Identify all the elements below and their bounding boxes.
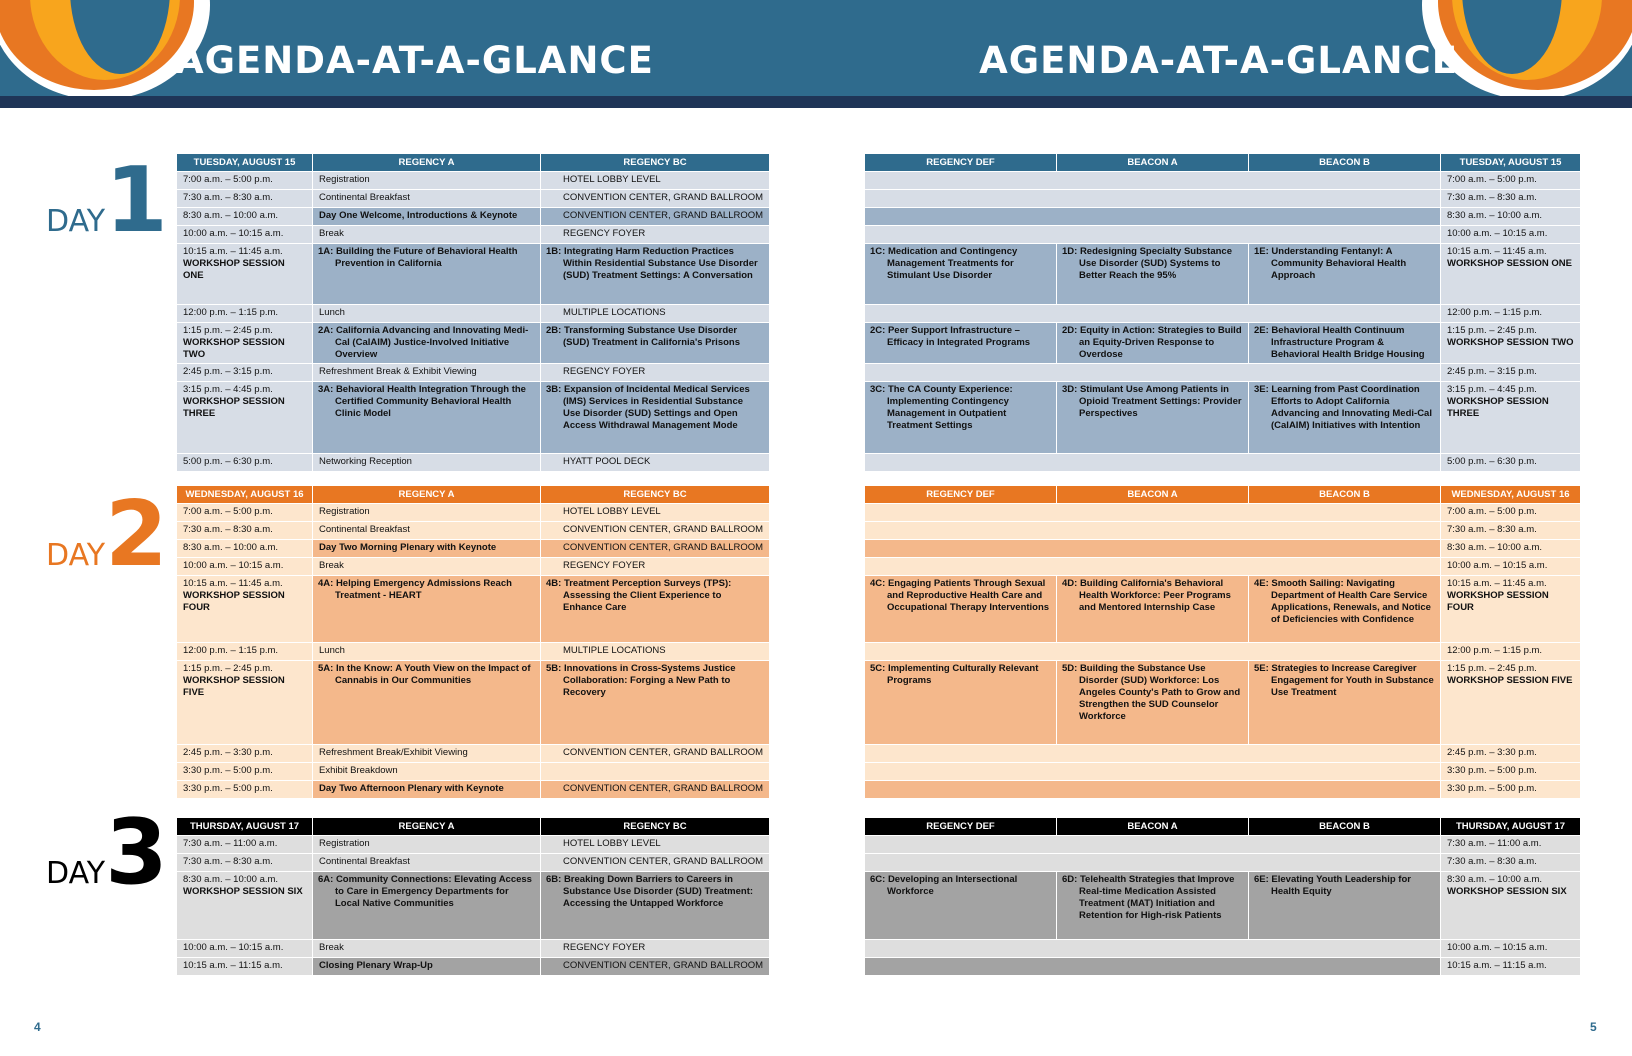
session-cell: 4D: Building California's Behavioral Health Workforce: Peer Programs and Mentored Internship Case xyxy=(1057,576,1249,643)
empty-span xyxy=(865,522,1441,540)
agenda-row xyxy=(865,558,1581,576)
session-cell: 1E: Understanding Fentanyl: A Community Behavioral Health Approach xyxy=(1249,244,1441,305)
time-cell xyxy=(1441,522,1581,540)
empty-span xyxy=(865,226,1441,244)
empty-span xyxy=(865,190,1441,208)
event-location: MULTIPLE LOCATIONS xyxy=(541,305,770,323)
time-range: 8:30 a.m. – 10:00 a.m. xyxy=(1447,210,1543,221)
agenda-row xyxy=(865,504,1581,522)
session-cell: 6E: Elevating Youth Leadership for Health Equity xyxy=(1249,872,1441,940)
page-number-right: 5 xyxy=(1590,1020,1597,1034)
event-location: CONVENTION CENTER, GRAND BALLROOM xyxy=(541,522,770,540)
agenda-row xyxy=(177,854,770,872)
empty-span xyxy=(865,836,1441,854)
agenda-row xyxy=(177,244,770,305)
time-cell xyxy=(177,781,313,799)
session-name: WORKSHOP SESSION SIX xyxy=(183,886,303,897)
event-location: REGENCY FOYER xyxy=(541,940,770,958)
time-range: 8:30 a.m. – 10:00 a.m. xyxy=(183,542,279,553)
time-range: 2:45 p.m. – 3:30 p.m. xyxy=(1447,747,1537,758)
event-label: Day Two Morning Plenary with Keynote xyxy=(313,540,541,558)
time-cell xyxy=(1441,745,1581,763)
event-location: REGENCY FOYER xyxy=(541,364,770,382)
time-cell xyxy=(177,323,313,364)
event-location: CONVENTION CENTER, GRAND BALLROOM xyxy=(541,854,770,872)
time-range: 7:30 a.m. – 8:30 a.m. xyxy=(183,856,273,867)
time-cell xyxy=(1441,558,1581,576)
agenda-row xyxy=(177,172,770,190)
time-cell xyxy=(1441,958,1581,976)
event-location: MULTIPLE LOCATIONS xyxy=(541,643,770,661)
day-number: 1 xyxy=(105,148,168,253)
event-label: Lunch xyxy=(313,305,541,323)
time-range: 10:00 a.m. – 10:15 a.m. xyxy=(183,942,284,953)
time-range: 7:30 a.m. – 11:00 a.m. xyxy=(1447,838,1542,849)
time-cell xyxy=(177,522,313,540)
empty-span xyxy=(865,454,1441,472)
day-1-table-right xyxy=(864,153,1581,472)
empty-span xyxy=(865,854,1441,872)
time-range: 2:45 p.m. – 3:30 p.m. xyxy=(183,747,273,758)
time-range: 10:00 a.m. – 10:15 a.m. xyxy=(1447,228,1548,239)
session-cell: 1C: Medication and Contingency Management Treatments for Stimulant Use Disorder xyxy=(865,244,1057,305)
time-cell xyxy=(1441,576,1581,643)
time-cell xyxy=(1441,540,1581,558)
time-cell xyxy=(177,172,313,190)
event-location: HOTEL LOBBY LEVEL xyxy=(541,836,770,854)
agenda-row xyxy=(865,661,1581,745)
time-cell xyxy=(177,763,313,781)
time-range: 12:00 p.m. – 1:15 p.m. xyxy=(183,645,279,656)
agenda-row xyxy=(177,745,770,763)
time-cell xyxy=(177,226,313,244)
session-cell: 6C: Developing an Intersectional Workforce xyxy=(865,872,1057,940)
time-range: 7:30 a.m. – 8:30 a.m. xyxy=(183,524,273,535)
time-cell xyxy=(177,854,313,872)
agenda-row xyxy=(865,522,1581,540)
agenda-row xyxy=(177,661,770,745)
session-cell: 6B: Breaking Down Barriers to Careers in Substance Use Disorder (SUD) Treatment: Accessing the Untapped Workforce xyxy=(541,872,770,940)
session-name: WORKSHOP SESSION FOUR xyxy=(1447,590,1549,613)
time-range: 10:15 a.m. – 11:45 a.m. xyxy=(183,578,283,589)
empty-span xyxy=(865,940,1441,958)
empty-span xyxy=(865,540,1441,558)
room-header: BEACON B xyxy=(1249,818,1441,836)
agenda-row xyxy=(865,958,1581,976)
time-cell xyxy=(177,208,313,226)
time-cell xyxy=(1441,226,1581,244)
time-range: 10:00 a.m. – 10:15 a.m. xyxy=(183,228,284,239)
time-range: 8:30 a.m. – 10:00 a.m. xyxy=(183,874,279,885)
page-title-right: AGENDA-AT-A-GLANCE xyxy=(979,39,1458,82)
session-cell: 3C: The CA County Experience: Implementing Contingency Management in Outpatient Treatment Settings xyxy=(865,382,1057,454)
session-cell: 3A: Behavioral Health Integration Through the Certified Community Behavioral Health Clinic Model xyxy=(313,382,541,454)
event-label: Refreshment Break/Exhibit Viewing xyxy=(313,745,541,763)
event-location xyxy=(541,763,770,781)
agenda-row xyxy=(865,190,1581,208)
day-number: 2 xyxy=(105,482,168,587)
room-header: BEACON A xyxy=(1057,154,1249,172)
time-range: 7:30 a.m. – 11:00 a.m. xyxy=(183,838,278,849)
time-range: 1:15 p.m. – 2:45 p.m. xyxy=(183,663,273,674)
time-range: 10:15 a.m. – 11:45 a.m. xyxy=(183,246,283,257)
session-cell: 6A: Community Connections: Elevating Access to Care in Emergency Departments for Local Native Communities xyxy=(313,872,541,940)
session-cell: 5B: Innovations in Cross-Systems Justice Collaboration: Forging a New Path to Recovery xyxy=(541,661,770,745)
room-header: REGENCY BC xyxy=(541,154,770,172)
time-cell xyxy=(177,643,313,661)
time-cell xyxy=(1441,836,1581,854)
empty-span xyxy=(865,504,1441,522)
session-cell: 5D: Building the Substance Use Disorder (SUD) Workforce: Los Angeles County's Path to Grow and Strengthen the SUD Counselor Workforce xyxy=(1057,661,1249,745)
header-stripe xyxy=(0,96,1632,108)
room-header: BEACON A xyxy=(1057,818,1249,836)
agenda-row xyxy=(865,454,1581,472)
room-header: REGENCY BC xyxy=(541,818,770,836)
session-cell: 2A: California Advancing and Innovating Medi-Cal (CalAIM) Justice-Involved Initiative Overview xyxy=(313,323,541,364)
time-range: 8:30 a.m. – 10:00 a.m. xyxy=(1447,874,1543,885)
event-label: Registration xyxy=(313,504,541,522)
session-name: WORKSHOP SESSION ONE xyxy=(183,258,285,281)
agenda-row xyxy=(177,763,770,781)
agenda-row xyxy=(177,540,770,558)
session-cell: 3E: Learning from Past Coordination Efforts to Adopt California Advancing and Innovating Medi-Cal (CalAIM) Initiatives with Intention xyxy=(1249,382,1441,454)
empty-span xyxy=(865,958,1441,976)
empty-span xyxy=(865,172,1441,190)
empty-span xyxy=(865,208,1441,226)
page-number-left: 4 xyxy=(34,1020,41,1034)
time-range: 7:00 a.m. – 5:00 p.m. xyxy=(183,174,273,185)
event-label: Refreshment Break & Exhibit Viewing xyxy=(313,364,541,382)
session-cell: 3B: Expansion of Incidental Medical Services (IMS) Services in Residential Substance Use Disorder (SUD) Settings and Open Access Withdrawal Management Mode xyxy=(541,382,770,454)
event-label: Continental Breakfast xyxy=(313,522,541,540)
day-number: 3 xyxy=(105,800,168,905)
page-header xyxy=(0,0,1632,108)
day-3-table-right xyxy=(864,817,1581,976)
day-2-table-left xyxy=(176,485,770,799)
event-label: Registration xyxy=(313,172,541,190)
event-label: Registration xyxy=(313,836,541,854)
agenda-row xyxy=(177,558,770,576)
session-cell: 5C: Implementing Culturally Relevant Programs xyxy=(865,661,1057,745)
session-cell: 2E: Behavioral Health Continuum Infrastructure Program & Behavioral Health Bridge Housing xyxy=(1249,323,1441,364)
agenda-row xyxy=(865,576,1581,643)
time-cell xyxy=(1441,364,1581,382)
time-cell xyxy=(177,190,313,208)
session-cell: 4A: Helping Emergency Admissions Reach Treatment - HEART xyxy=(313,576,541,643)
session-cell: 2D: Equity in Action: Strategies to Build an Equity-Driven Response to Overdose xyxy=(1057,323,1249,364)
session-cell: 1A: Building the Future of Behavioral Health Prevention in California xyxy=(313,244,541,305)
agenda-row xyxy=(177,382,770,454)
agenda-row xyxy=(177,454,770,472)
session-cell: 6D: Telehealth Strategies that Improve Real-time Medication Assisted Treatment (MAT) Initiation and Retention for High-risk Patients xyxy=(1057,872,1249,940)
time-range: 5:00 p.m. – 6:30 p.m. xyxy=(183,456,273,467)
time-range: 10:15 a.m. – 11:15 a.m. xyxy=(183,960,283,971)
event-location: CONVENTION CENTER, GRAND BALLROOM xyxy=(541,745,770,763)
time-range: 10:00 a.m. – 10:15 a.m. xyxy=(1447,560,1548,571)
event-label: Exhibit Breakdown xyxy=(313,763,541,781)
time-range: 10:15 a.m. – 11:45 a.m. xyxy=(1447,578,1547,589)
session-cell: 1D: Redesigning Specialty Substance Use Disorder (SUD) Systems to Better Reach the 95% xyxy=(1057,244,1249,305)
time-range: 7:30 a.m. – 8:30 a.m. xyxy=(1447,524,1537,535)
time-cell xyxy=(177,382,313,454)
session-cell: 5A: In the Know: A Youth View on the Impact of Cannabis in Our Communities xyxy=(313,661,541,745)
date-header: WEDNESDAY, AUGUST 16 xyxy=(177,486,313,504)
time-cell xyxy=(1441,244,1581,305)
agenda-row xyxy=(865,244,1581,305)
day-word: DAY xyxy=(46,538,106,573)
room-header: REGENCY A xyxy=(313,154,541,172)
time-range: 10:00 a.m. – 10:15 a.m. xyxy=(183,560,284,571)
time-range: 3:30 p.m. – 5:00 p.m. xyxy=(1447,765,1537,776)
time-range: 8:30 a.m. – 10:00 a.m. xyxy=(183,210,279,221)
agenda-row xyxy=(177,190,770,208)
agenda-row xyxy=(865,364,1581,382)
session-name: WORKSHOP SESSION FIVE xyxy=(1447,675,1573,686)
empty-span xyxy=(865,364,1441,382)
date-header: WEDNESDAY, AUGUST 16 xyxy=(1441,486,1581,504)
agenda-row xyxy=(865,226,1581,244)
time-cell xyxy=(177,836,313,854)
time-cell xyxy=(177,940,313,958)
time-cell xyxy=(1441,763,1581,781)
event-location: HOTEL LOBBY LEVEL xyxy=(541,172,770,190)
agenda-row xyxy=(177,504,770,522)
agenda-row xyxy=(865,643,1581,661)
time-cell xyxy=(177,661,313,745)
agenda-row xyxy=(177,305,770,323)
time-cell xyxy=(177,364,313,382)
time-cell xyxy=(1441,382,1581,454)
session-cell: 2C: Peer Support Infrastructure – Efficacy in Integrated Programs xyxy=(865,323,1057,364)
time-cell xyxy=(1441,940,1581,958)
room-header: BEACON B xyxy=(1249,154,1441,172)
agenda-row xyxy=(177,208,770,226)
time-cell xyxy=(1441,190,1581,208)
time-range: 7:00 a.m. – 5:00 p.m. xyxy=(1447,506,1537,517)
event-label: Networking Reception xyxy=(313,454,541,472)
time-cell xyxy=(1441,454,1581,472)
time-range: 10:00 a.m. – 10:15 a.m. xyxy=(1447,942,1548,953)
event-label: Day Two Afternoon Plenary with Keynote xyxy=(313,781,541,799)
time-cell xyxy=(177,305,313,323)
time-cell xyxy=(177,244,313,305)
agenda-row xyxy=(865,940,1581,958)
time-range: 3:30 p.m. – 5:00 p.m. xyxy=(1447,783,1537,794)
event-location: CONVENTION CENTER, GRAND BALLROOM xyxy=(541,540,770,558)
time-cell xyxy=(177,576,313,643)
time-range: 3:15 p.m. – 4:45 p.m. xyxy=(183,384,273,395)
event-label: Break xyxy=(313,226,541,244)
date-header: THURSDAY, AUGUST 17 xyxy=(1441,818,1581,836)
time-range: 1:15 p.m. – 2:45 p.m. xyxy=(1447,325,1537,336)
agenda-row xyxy=(177,836,770,854)
empty-span xyxy=(865,558,1441,576)
event-location: CONVENTION CENTER, GRAND BALLROOM xyxy=(541,190,770,208)
time-range: 12:00 p.m. – 1:15 p.m. xyxy=(1447,645,1543,656)
time-cell xyxy=(177,745,313,763)
agenda-row xyxy=(177,364,770,382)
time-range: 10:15 a.m. – 11:45 a.m. xyxy=(1447,246,1547,257)
session-cell: 5E: Strategies to Increase Caregiver Engagement for Youth in Substance Use Treatment xyxy=(1249,661,1441,745)
session-cell: 1B: Integrating Harm Reduction Practices Within Residential Substance Use Disorder (SUD) Treatment Settings: A Conversation xyxy=(541,244,770,305)
time-cell xyxy=(177,558,313,576)
time-range: 7:30 a.m. – 8:30 a.m. xyxy=(183,192,273,203)
agenda-row xyxy=(177,323,770,364)
time-range: 8:30 a.m. – 10:00 a.m. xyxy=(1447,542,1543,553)
event-location: REGENCY FOYER xyxy=(541,558,770,576)
room-header: REGENCY BC xyxy=(541,486,770,504)
event-label: Break xyxy=(313,940,541,958)
agenda-row xyxy=(865,172,1581,190)
session-name: WORKSHOP SESSION TWO xyxy=(183,337,285,360)
day-label-2 xyxy=(46,482,168,587)
time-cell xyxy=(177,454,313,472)
event-label: Closing Plenary Wrap-Up xyxy=(313,958,541,976)
agenda-row xyxy=(865,763,1581,781)
time-cell xyxy=(1441,208,1581,226)
empty-span xyxy=(865,745,1441,763)
room-header: REGENCY DEF xyxy=(865,818,1057,836)
time-range: 12:00 p.m. – 1:15 p.m. xyxy=(1447,307,1543,318)
day-label-1 xyxy=(46,148,168,253)
time-range: 7:30 a.m. – 8:30 a.m. xyxy=(1447,856,1537,867)
time-cell xyxy=(177,540,313,558)
room-header: REGENCY A xyxy=(313,818,541,836)
day-label-3 xyxy=(46,800,168,905)
session-cell: 3D: Stimulant Use Among Patients in Opioid Treatment Settings: Provider Perspectives xyxy=(1057,382,1249,454)
agenda-row xyxy=(865,540,1581,558)
agenda-row xyxy=(177,781,770,799)
empty-span xyxy=(865,763,1441,781)
agenda-row xyxy=(865,745,1581,763)
time-cell xyxy=(1441,854,1581,872)
time-range: 2:45 p.m. – 3:15 p.m. xyxy=(1447,366,1537,377)
room-header: BEACON B xyxy=(1249,486,1441,504)
event-label: Break xyxy=(313,558,541,576)
agenda-row xyxy=(865,781,1581,799)
agenda-row xyxy=(177,958,770,976)
time-cell xyxy=(1441,872,1581,940)
time-range: 3:30 p.m. – 5:00 p.m. xyxy=(183,765,273,776)
room-header: REGENCY A xyxy=(313,486,541,504)
event-location: HYATT POOL DECK xyxy=(541,454,770,472)
event-label: Lunch xyxy=(313,643,541,661)
agenda-row xyxy=(177,872,770,940)
agenda-row xyxy=(865,854,1581,872)
event-label: Day One Welcome, Introductions & Keynote xyxy=(313,208,541,226)
day-3-table-left xyxy=(176,817,770,976)
event-location: CONVENTION CENTER, GRAND BALLROOM xyxy=(541,781,770,799)
day-word: DAY xyxy=(46,204,106,239)
page-title-left: AGENDA-AT-A-GLANCE xyxy=(175,39,654,82)
time-range: 5:00 p.m. – 6:30 p.m. xyxy=(1447,456,1537,467)
agenda-row xyxy=(177,643,770,661)
time-cell xyxy=(177,504,313,522)
agenda-row xyxy=(865,382,1581,454)
time-cell xyxy=(1441,305,1581,323)
agenda-row xyxy=(177,576,770,643)
time-range: 7:00 a.m. – 5:00 p.m. xyxy=(183,506,273,517)
time-cell xyxy=(1441,504,1581,522)
event-location: REGENCY FOYER xyxy=(541,226,770,244)
time-range: 7:00 a.m. – 5:00 p.m. xyxy=(1447,174,1537,185)
session-name: WORKSHOP SESSION FIVE xyxy=(183,675,285,698)
time-range: 2:45 p.m. – 3:15 p.m. xyxy=(183,366,273,377)
time-cell xyxy=(177,872,313,940)
session-name: WORKSHOP SESSION FOUR xyxy=(183,590,285,613)
agenda-row xyxy=(177,522,770,540)
agenda-row xyxy=(865,836,1581,854)
room-header: BEACON A xyxy=(1057,486,1249,504)
empty-span xyxy=(865,643,1441,661)
time-range: 3:30 p.m. – 5:00 p.m. xyxy=(183,783,273,794)
session-name: WORKSHOP SESSION TWO xyxy=(1447,337,1574,348)
session-cell: 4B: Treatment Perception Surveys (TPS): Assessing the Client Experience to Enhance Care xyxy=(541,576,770,643)
event-label: Continental Breakfast xyxy=(313,190,541,208)
agenda-row xyxy=(177,940,770,958)
time-cell xyxy=(1441,781,1581,799)
time-cell xyxy=(1441,323,1581,364)
session-name: WORKSHOP SESSION SIX xyxy=(1447,886,1567,897)
date-header: THURSDAY, AUGUST 17 xyxy=(177,818,313,836)
session-name: WORKSHOP SESSION ONE xyxy=(1447,258,1572,269)
event-label: Continental Breakfast xyxy=(313,854,541,872)
event-location: HOTEL LOBBY LEVEL xyxy=(541,504,770,522)
time-range: 1:15 p.m. – 2:45 p.m. xyxy=(183,325,273,336)
time-range: 1:15 p.m. – 2:45 p.m. xyxy=(1447,663,1537,674)
day-1-table-left xyxy=(176,153,770,472)
time-range: 7:30 a.m. – 8:30 a.m. xyxy=(1447,192,1537,203)
agenda-row xyxy=(865,305,1581,323)
date-header: TUESDAY, AUGUST 15 xyxy=(1441,154,1581,172)
date-header: TUESDAY, AUGUST 15 xyxy=(177,154,313,172)
agenda-row xyxy=(177,226,770,244)
time-range: 3:15 p.m. – 4:45 p.m. xyxy=(1447,384,1537,395)
day-word: DAY xyxy=(46,856,106,891)
session-name: WORKSHOP SESSION THREE xyxy=(183,396,285,419)
empty-span xyxy=(865,781,1441,799)
session-cell: 4E: Smooth Sailing: Navigating Department of Health Care Service Applications, Renewals, and Notice of Deficiencies with Confidence xyxy=(1249,576,1441,643)
agenda-row xyxy=(865,323,1581,364)
day-2-table-right xyxy=(864,485,1581,799)
time-cell xyxy=(1441,661,1581,745)
session-name: WORKSHOP SESSION THREE xyxy=(1447,396,1549,419)
session-cell: 2B: Transforming Substance Use Disorder (SUD) Treatment in California's Prisons xyxy=(541,323,770,364)
time-cell xyxy=(177,958,313,976)
event-location: CONVENTION CENTER, GRAND BALLROOM xyxy=(541,958,770,976)
time-range: 10:15 a.m. – 11:15 a.m. xyxy=(1447,960,1547,971)
time-cell xyxy=(1441,172,1581,190)
room-header: REGENCY DEF xyxy=(865,154,1057,172)
event-location: CONVENTION CENTER, GRAND BALLROOM xyxy=(541,208,770,226)
agenda-row xyxy=(865,208,1581,226)
empty-span xyxy=(865,305,1441,323)
room-header: REGENCY DEF xyxy=(865,486,1057,504)
session-cell: 4C: Engaging Patients Through Sexual and Reproductive Health Care and Occupational Therapy Interventions xyxy=(865,576,1057,643)
time-range: 12:00 p.m. – 1:15 p.m. xyxy=(183,307,279,318)
agenda-row xyxy=(865,872,1581,940)
time-cell xyxy=(1441,643,1581,661)
